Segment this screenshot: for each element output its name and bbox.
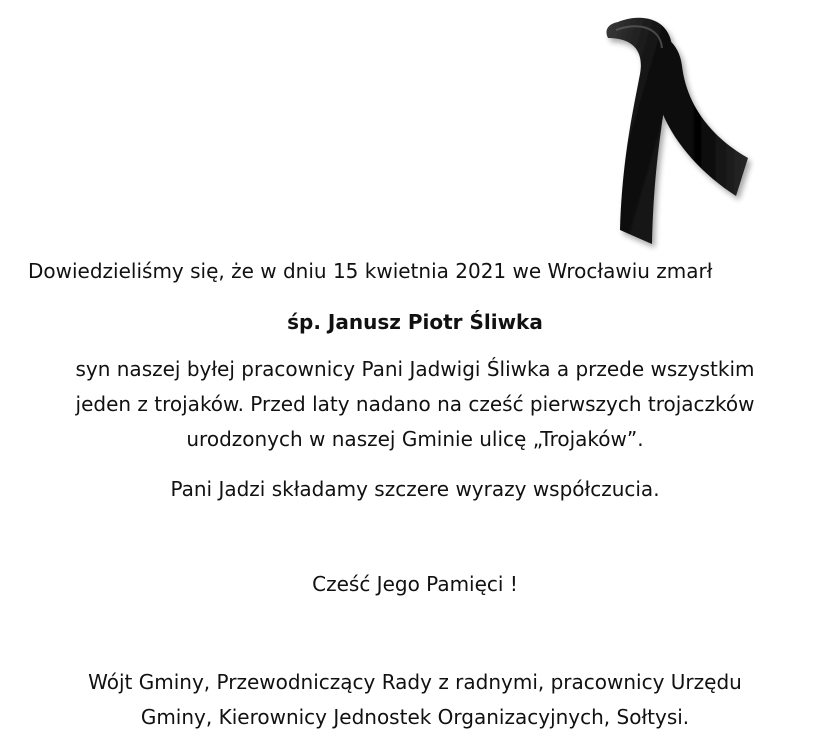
bio-line: jeden z trojaków. Przed laty nadano na cześć pierwszych trojaczków — [75, 392, 755, 416]
deceased-name: śp. Janusz Piotr Śliwka — [287, 310, 543, 334]
mourning-ribbon-icon — [586, 8, 762, 252]
bio-line: urodzonych w naszej Gminie ulicę „Trojaków”. — [186, 427, 644, 451]
signature-line: Gminy, Kierownicy Jednostek Organizacyjnych, Sołtysi. — [140, 705, 690, 729]
memory-text: Cześć Jego Pamięci ! — [312, 572, 518, 596]
condolences-text: Pani Jadzi składamy szczere wyrazy współczucia. — [170, 477, 660, 501]
signature-line: Wójt Gminy, Przewodniczący Rady z radnymi, pracownicy Urzędu — [88, 670, 742, 694]
bio-line: syn naszej byłej pracownicy Pani Jadwigi Śliwka a przede wszystkim — [75, 357, 755, 381]
intro-text: Dowiedzieliśmy się, że w dniu 15 kwietnia 2021 we Wrocławiu zmarł — [28, 259, 713, 283]
